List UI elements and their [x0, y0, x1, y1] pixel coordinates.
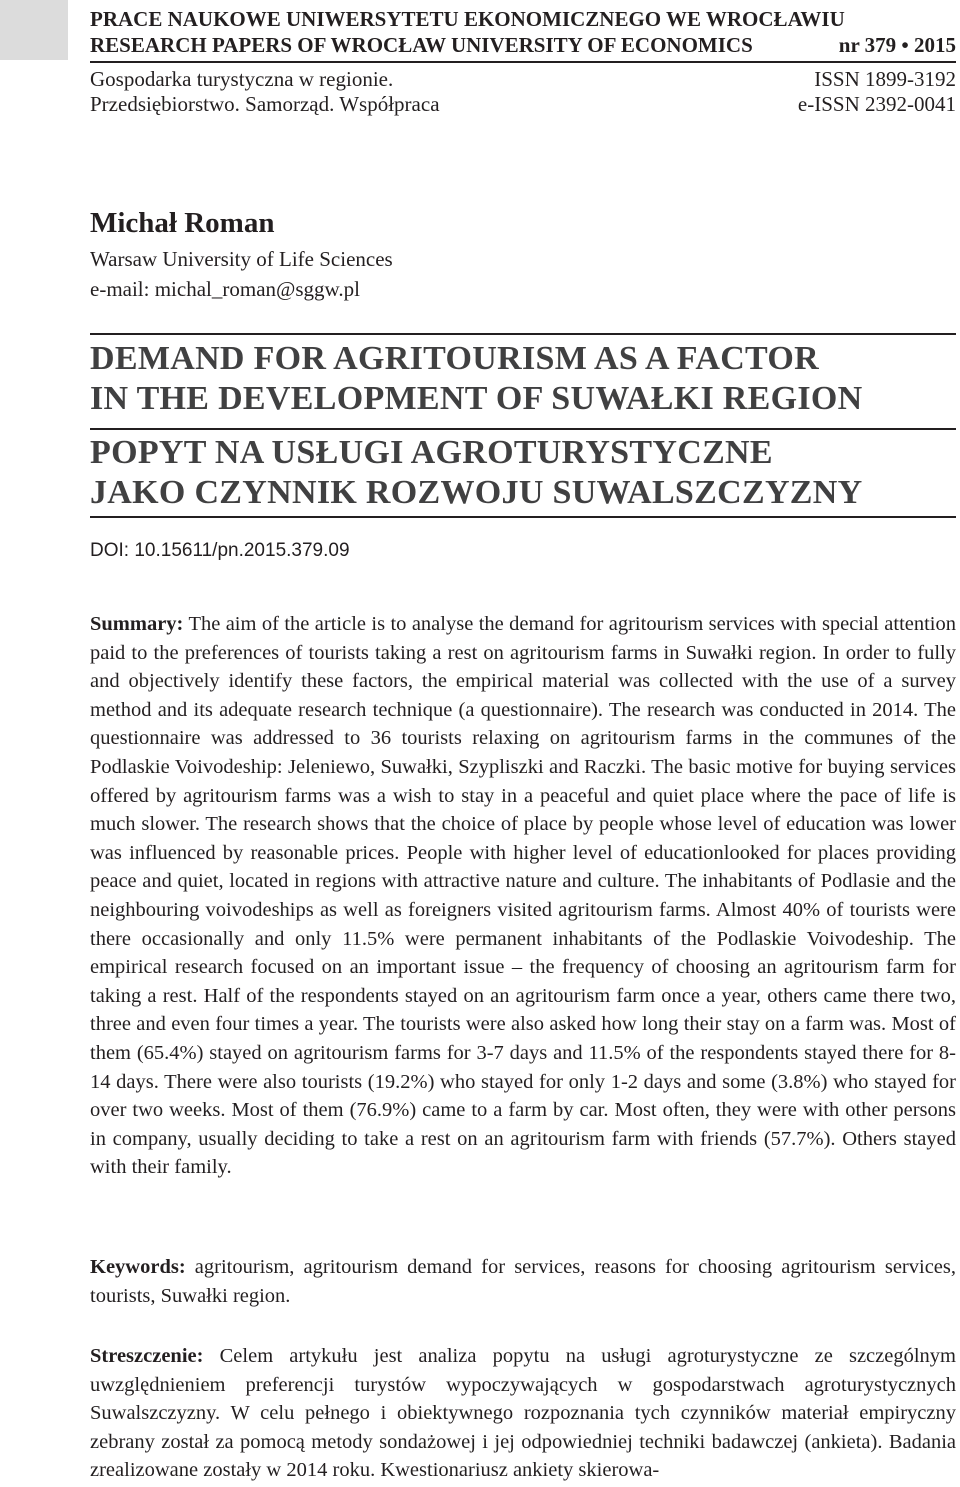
journal-name-english	[90, 32, 956, 58]
series-title-line2: Przedsiębiorstwo. Samorząd. Współpraca	[90, 92, 440, 116]
title-english-line1: DEMAND FOR AGRITOURISM AS A FACTOR	[90, 340, 820, 377]
author-name: Michał Roman	[90, 207, 275, 239]
keywords-label: Keywords:	[90, 1256, 186, 1278]
keywords-paragraph	[90, 1253, 956, 1310]
title-middle-rule	[90, 428, 956, 430]
journal-name-english-text: RESEARCH PAPERS OF WROCŁAW UNIVERSITY OF ECONOMICS	[90, 33, 753, 57]
series-title-line1: Gospodarka turystyczna w regionie.	[90, 67, 394, 91]
summary-label: Summary:	[90, 613, 184, 635]
journal-name-polish	[90, 6, 956, 32]
keywords-text: agritourism, agritourism demand for services, reasons for choosing agritourism services, tourists, Suwałki region.	[90, 1256, 956, 1307]
streszczenie-paragraph	[90, 1342, 956, 1485]
streszczenie-text: Celem artykułu jest analiza popytu na usługi agroturystyczne ze szczególnym uwzględnieniem preferencji turystów wypoczywających w gospodarstwach agroturystycznych Suwalszczyzny. W celu pełnego i obiektywnego rozpoznania tych czynników materiał empiryczny zebrany został za pomocą metody sondażowej i jej odpowiedniej techniki badawczej (ankieta). Badania zrealizowane zostały w 2014 roku. Kwestionariusz ankiety skierowa-	[90, 1345, 956, 1482]
streszczenie-label: Streszczenie:	[90, 1345, 204, 1367]
issue-number: nr 379 • 2015	[838, 33, 956, 57]
journal-name-polish-text: PRACE NAUKOWE UNIWERSYTETU EKONOMICZNEGO WE WROCŁAWIU	[90, 7, 845, 31]
summary-text: The aim of the article is to analyse the demand for agritourism services with special attention paid to the preferences of tourists taking a rest on agritourism farms in Suwałki region. In order to fully and objectively identify these factors, the empirical material was collected with the use of a survey method and its adequate research technique (a questionnaire). The research was conducted in 2014. The questionnaire was addressed to 36 tourists relaxing on agritourism farms in the communes of the Podlaskie Voivodeship: Jeleniewo, Suwałki, Szypliszki and Raczki. The basic motive for buying services offered by agritourism farms was a wish to stay in a peaceful and quiet place where the pace of life is much slower. The research shows that the choice of place by people whose level of education was lower was influenced by reasonable prices. People with higher level of educationlooked for places providing peace and quiet, located in regions with attractive nature and culture. The inhabitants of Podlasie and the neighbouring voivodeships as well as foreigners visited agritourism farms. Almost 40% of tourists were there occasionally and only 11.5% were permanent inhabitants of the Podlaskie Voivodeship. The empirical research focused on an important issue – the frequency of choosing an agritourism farm for taking a rest. Half of the respondents stayed on an agritourism farm once a year, others came there two, three and even four times a year. The tourists were also asked how long their stay on a farm was. Most of them (65.4%) stayed on agritourism farms for 3-7 days and 11.5% of the respondents stayed there for 8-14 days. There were also tourists (19.2%) who stayed for only 1-2 days and some (3.8%) who stayed for over two weeks. Most of them (76.9%) came to a farm by car. Most often, they were with other persons in company, usually deciding to take a rest on an agritourism farm with friends (57.7%). Others stayed with their family.	[90, 613, 957, 1179]
title-polish-line1: POPYT NA USŁUGI AGROTURYSTYCZNE	[90, 434, 773, 471]
title-polish-line2: JAKO CZYNNIK ROZWOJU SUWALSZCZYZNY	[90, 474, 863, 511]
eissn: e-ISSN 2392-0041	[797, 92, 956, 116]
author-affiliation: Warsaw University of Life Sciences	[90, 247, 393, 271]
doi: DOI: 10.15611/pn.2015.379.09	[90, 540, 350, 561]
summary-paragraph	[90, 610, 956, 1182]
author-email: e-mail: michal_roman@sggw.pl	[90, 277, 360, 301]
issn: ISSN 1899-3192	[814, 67, 956, 91]
title-english-line2: IN THE DEVELOPMENT OF SUWAŁKI REGION	[90, 380, 863, 417]
title-bottom-rule	[90, 516, 956, 518]
header-rule	[90, 61, 956, 63]
corner-gray-box	[0, 0, 68, 60]
title-top-rule	[90, 333, 956, 335]
